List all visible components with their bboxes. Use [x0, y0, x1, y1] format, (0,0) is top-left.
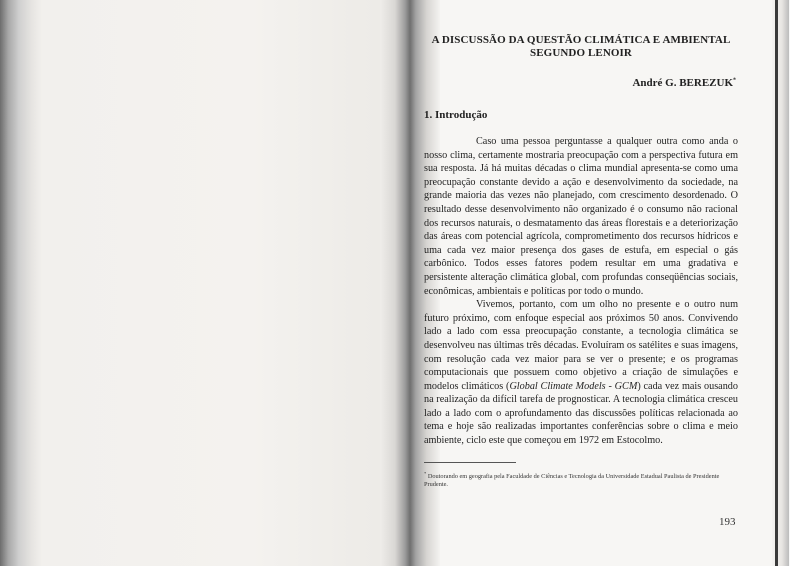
- paragraph-1: Caso uma pessoa perguntasse a qualquer outra como anda o nosso clima, certamente mostraria preocupação com a perspectiva futura em sua resposta. Já há muitas décadas o clima mundial apresenta-se como uma preocupação constante devido a ação e desenvolvimento da sociedade, na grande maioria das vezes não planejado, com crescimento desordenado. O resultado desse desenvolvimento não organizado é o consumo não racional dos recursos naturais, o desmatamento das áreas florestais e a deteriorização das áreas com potencial agrícola, comprometimento dos recursos hídricos e uma cada vez maior presença dos gases de estufa, em especial o gás carbônico. Todos esses fatores podem resultar em uma gradativa e persistente alteração climática global, com profundas conseqüências sociais, econômicas, ambientais e políticas por todo o mundo.: [424, 136, 738, 297]
- paragraph-2: [424, 298, 738, 448]
- title-line-1: A DISCUSSÃO DA QUESTÃO CLIMÁTICA E AMBIENTAL: [431, 34, 731, 46]
- footnote: [424, 470, 738, 490]
- author-name: [424, 77, 736, 89]
- left-page-blank: [42, 0, 392, 566]
- footnote-text: Doutorando em geografia pela Faculdade de Ciências e Tecnologia da Universidade Estadual Paulista de Presidente Prudente.: [424, 472, 720, 489]
- author-text: André G. BEREZUK: [632, 77, 733, 89]
- paragraph-2-italic: Global Climate Models - GCM: [509, 380, 638, 392]
- section-heading: 1. Introdução: [424, 109, 488, 121]
- paragraph-2-part-a: Vivemos, portanto, com um olho no presente e o outro num futuro próximo, com enfoque especial aos próximos 50 anos. Convivendo lado a lado com essa preocupação constante, a tecnologia climática se desenvolveu nas últimas três décadas. Evoluíram os satélites e suas imagens, com resolução cada vez maior para se ver o presente; e os programas computacionais que possuem como objetivo a criação de simulações e modelos climáticos (: [424, 299, 738, 392]
- left-binding-edge: [0, 0, 42, 566]
- article-title: [424, 34, 738, 60]
- right-edge-line: [775, 0, 778, 566]
- footnote-divider: [424, 462, 516, 463]
- paragraph-2-part-b: ) cada vez mais ousando na realização da difícil tarefa de prognosticar. A tecnologia climática cresceu lado a lado com o aprofundamento das discussões políticas relacionada ao tema e hoje são realizadas importantes conferências sobre o clima e meio ambiente, ciclo este que começou em 1972 em Estocolmo.: [424, 380, 738, 447]
- title-line-2: SEGUNDO LENOIR: [530, 47, 632, 59]
- author-footnote-mark: *: [733, 77, 736, 84]
- page-content: [424, 34, 738, 490]
- page-number: 193: [719, 516, 736, 528]
- footnote-mark: *: [424, 470, 427, 476]
